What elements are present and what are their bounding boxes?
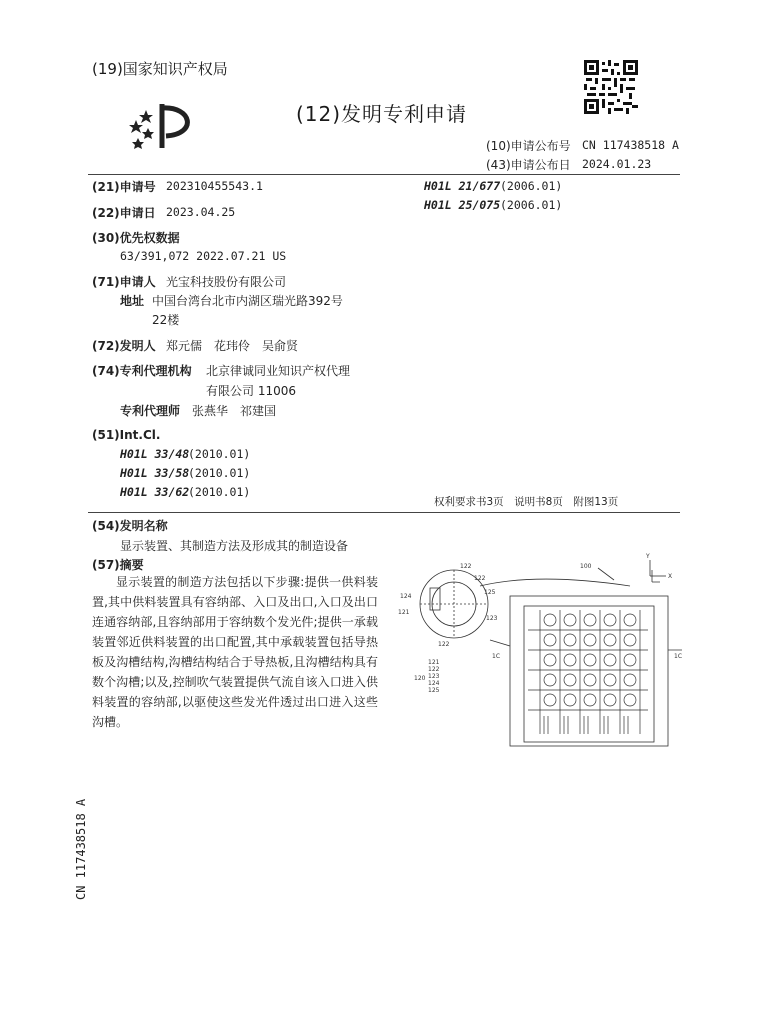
intcl-version: (2006.01)	[500, 179, 563, 193]
intcl-code: H01L 33/62	[120, 485, 190, 499]
section-divider	[88, 512, 680, 513]
figure-ref-label: 100	[580, 563, 592, 570]
invention-name: 显示装置、其制造方法及形成其的制造设备	[120, 539, 349, 553]
axis-arrows	[650, 560, 666, 576]
abstract-label: (57)摘要	[92, 558, 144, 572]
intcl-version: (2006.01)	[500, 198, 563, 212]
figure-ref-label: 124	[400, 593, 412, 600]
page-counts: 权利要求书3页 说明书8页 附图13页	[434, 496, 619, 508]
side-publication-number: CN 117438518 A	[74, 798, 88, 900]
intcl-version: (2010.01)	[188, 466, 251, 480]
intcl-code: H01L 33/58	[120, 466, 190, 480]
figure-ref-label: 122	[460, 563, 472, 570]
agent-names: 张燕华 祁建国	[192, 404, 277, 418]
figure-ref-label: 121	[398, 609, 410, 616]
abstract-drawing	[390, 550, 690, 760]
inventor-label: (72)发明人	[92, 339, 156, 353]
abstract-text: 显示装置的制造方法包括以下步骤:提供一供料装置,其中供料装置具有容纳部、入口及出口,入口及出口连通容纳部,且容纳部用于容纳数个发光件;提供一承载装置邻近供料装置的出口配置,其中承载装置包括导热板及沟槽结构,沟槽结构结合于导热板,且沟槽结构具有数个沟槽;以及,控制吹气装置提供气流自该入口进入供料装置的容纳部,以驱使这些发光件透过出口进入这些沟槽。	[92, 575, 378, 729]
figure-ref-label: 120	[414, 675, 426, 682]
figure-legend-label: 124	[428, 680, 440, 687]
intcl-version: (2010.01)	[188, 485, 251, 499]
figure-ref-label: 1C	[674, 653, 683, 660]
agent-label: 专利代理师	[120, 404, 181, 418]
emitter-grid	[528, 610, 648, 734]
intcl-code: H01L 21/677	[424, 179, 501, 193]
figure-legend-label: 125	[428, 687, 440, 694]
address-line-1: 中国台湾台北市内湖区瑞光路392号	[152, 294, 343, 308]
figure-legend-label: 122	[428, 666, 440, 673]
header-divider	[88, 174, 680, 175]
feeder-part	[430, 588, 440, 610]
figure-legend-label: 121	[428, 659, 440, 666]
application-date: 2023.04.25	[166, 205, 236, 219]
figure-axis-label: X	[668, 573, 673, 580]
publication-date: 2024.01.23	[582, 157, 652, 171]
application-number: 202310455543.1	[166, 179, 263, 193]
agency-line-1: 北京律诚同业知识产权代理	[206, 364, 351, 378]
figure-ref-label: 1C	[492, 653, 501, 660]
document-type-title: (12)发明专利申请	[296, 102, 468, 126]
figure-ref-label: 123	[486, 615, 498, 622]
intcl-code: H01L 25/075	[424, 198, 501, 212]
application-date-label: (22)申请日	[92, 206, 156, 220]
agency-label: (74)专利代理机构	[92, 364, 192, 378]
intcl-version: (2010.01)	[188, 447, 251, 461]
publication-number-label: (10)申请公布号	[486, 139, 571, 153]
intcl-code: H01L 33/48	[120, 447, 190, 461]
address-line-2: 22楼	[152, 313, 180, 327]
inventor-names: 郑元儒 花玮伶 吴俞贤	[166, 339, 299, 353]
figure-ref-label: 122	[438, 641, 450, 648]
publication-number: CN 117438518 A	[582, 138, 679, 152]
office-name: (19)国家知识产权局	[92, 60, 228, 78]
cnipa-logo	[126, 100, 200, 150]
priority-label: (30)优先权数据	[92, 231, 180, 245]
figure-ref-label: 125	[484, 589, 496, 596]
address-label: 地址	[120, 294, 145, 308]
figure-legend-label: 123	[428, 673, 440, 680]
publication-date-label: (43)申请公布日	[486, 158, 571, 172]
intcl-label: (51)Int.Cl.	[92, 428, 161, 442]
applicant-name: 光宝科技股份有限公司	[166, 275, 287, 289]
applicant-label: (71)申请人	[92, 275, 156, 289]
priority-data: 63/391,072 2022.07.21 US	[120, 249, 287, 263]
thermal-plate	[510, 596, 668, 746]
invention-name-label: (54)发明名称	[92, 519, 168, 533]
qr-code-image	[584, 60, 638, 114]
figure-ref-label: 122	[474, 575, 486, 582]
application-number-label: (21)申请号	[92, 180, 156, 194]
agency-line-2: 有限公司 11006	[206, 384, 296, 398]
connector-line	[480, 579, 630, 586]
figure-axis-label: Y	[646, 553, 650, 560]
